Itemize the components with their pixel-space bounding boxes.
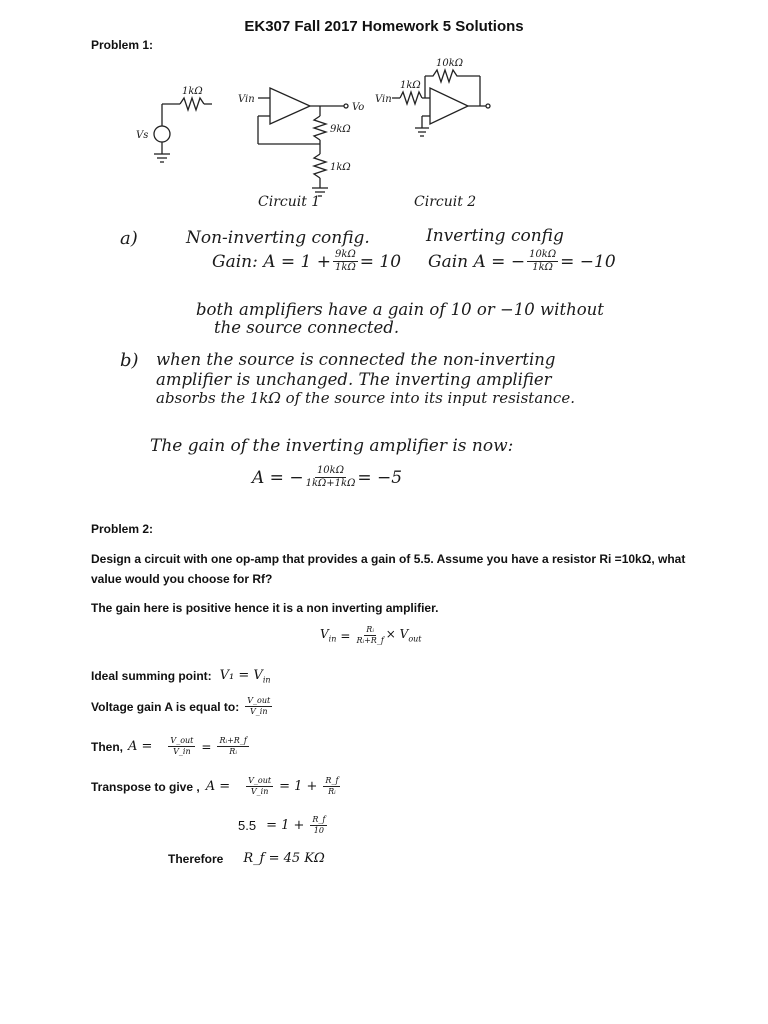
then-fraction1 bbox=[168, 737, 195, 756]
summing-eq: $V_1 = V_{in}$ bbox=[219, 668, 271, 685]
therefore-line bbox=[168, 851, 325, 866]
part-a-gain-noninverting bbox=[212, 250, 401, 273]
gain2-result: = −10 bbox=[560, 251, 616, 272]
therefore-label: Therefore bbox=[168, 851, 224, 866]
then-num2: Rᵢ+R_f bbox=[219, 736, 247, 745]
circuit-diagrams bbox=[130, 58, 570, 218]
then-den1: V_in bbox=[173, 747, 191, 756]
b-gain-num: 10kΩ bbox=[316, 465, 345, 476]
gain2-fraction bbox=[527, 250, 558, 273]
problem2-heading: Problem 2: bbox=[91, 522, 154, 536]
page-title: EK307 Fall 2017 Homework 5 Solutions bbox=[244, 18, 524, 35]
eq1-fraction bbox=[356, 626, 383, 645]
transpose-fraction2 bbox=[323, 777, 340, 796]
gain1-result: = 10 bbox=[359, 251, 402, 272]
summing-point-line bbox=[91, 668, 271, 685]
gain-label: Voltage gain A is equal to: bbox=[91, 699, 240, 714]
eq1-den: Rᵢ+R_f bbox=[356, 636, 384, 645]
label-circuit-1: Circuit 1 bbox=[258, 194, 321, 210]
transpose-den: V_in bbox=[250, 787, 269, 796]
transpose-label: Transpose to give , bbox=[91, 779, 200, 794]
part-a-gain-inverting bbox=[428, 250, 616, 273]
transpose-num2: R_f bbox=[325, 776, 339, 785]
label-circuit-2: Circuit 2 bbox=[414, 194, 477, 210]
part-a-noninverting: Non-inverting config. bbox=[186, 228, 370, 248]
problem1-heading: Problem 1: bbox=[91, 38, 154, 52]
transpose-num: V_out bbox=[248, 776, 272, 785]
transpose-fraction1 bbox=[246, 777, 273, 796]
gain2-prefix: Gain A = − bbox=[428, 251, 526, 272]
then-den2: Rᵢ bbox=[229, 747, 237, 756]
transpose-a: A = bbox=[205, 779, 231, 794]
gain2-num: 10kΩ bbox=[529, 249, 557, 260]
label-r1k-2: 1kΩ bbox=[400, 80, 421, 91]
then-line bbox=[91, 737, 251, 756]
eq1-tail: × $V_{out}$ bbox=[385, 627, 422, 644]
transpose-line bbox=[91, 777, 342, 796]
label-vo1: Vo bbox=[352, 102, 365, 113]
voltage-gain-line bbox=[91, 697, 274, 716]
b-gain-prefix: A = − bbox=[252, 467, 304, 488]
label-vin2: Vin bbox=[375, 94, 392, 105]
gain1-den: 1kΩ bbox=[335, 262, 356, 273]
eq1-lhs: $V_{in}$ bbox=[320, 627, 337, 644]
therefore-result: R_f = 45 KΩ bbox=[243, 851, 325, 866]
gain2-den: 1kΩ bbox=[532, 262, 553, 273]
gain1-prefix: Gain: A = 1 + bbox=[212, 251, 332, 272]
problem2-question-line2: value would you choose for Rf? bbox=[91, 572, 273, 586]
problem2-statement: The gain here is positive hence it is a non inverting amplifier. bbox=[91, 601, 439, 615]
calc-fraction bbox=[310, 816, 327, 835]
then-equals: = bbox=[201, 739, 212, 754]
label-r1k: 1kΩ bbox=[330, 162, 351, 173]
then-a: A = bbox=[128, 739, 153, 754]
gain1-fraction bbox=[333, 250, 358, 273]
part-b-line1: when the source is connected the non-inverting bbox=[156, 350, 556, 369]
gain-num: V_out bbox=[247, 696, 271, 705]
circuit-1-source bbox=[154, 98, 212, 162]
calc-den: 10 bbox=[313, 826, 324, 835]
gain1-num: 9kΩ bbox=[335, 249, 356, 260]
calc-num: R_f bbox=[312, 815, 326, 824]
label-r9k: 9kΩ bbox=[330, 124, 351, 135]
label-vs: Vs bbox=[136, 130, 149, 141]
problem2-question-line1: Design a circuit with one op-amp that provides a gain of 5.5. Assume you have a resistor Ri =10kΩ, what bbox=[91, 552, 686, 566]
circuit-1-noninverting bbox=[258, 88, 348, 196]
b-gain-fraction bbox=[306, 466, 356, 489]
calc-equals: = 1 + bbox=[266, 818, 305, 833]
eq1-num: Rᵢ bbox=[366, 625, 374, 634]
label-source-resistor: 1kΩ bbox=[182, 86, 203, 97]
equation-vin bbox=[320, 626, 422, 645]
gain-fraction bbox=[245, 697, 272, 716]
transpose-equals: = 1 + bbox=[279, 779, 318, 794]
part-a-note-line1: both amplifiers have a gain of 10 or −10 without bbox=[196, 300, 604, 319]
part-b-line2: amplifier is unchanged. The inverting amplifier bbox=[156, 370, 552, 389]
eq1-equals: = bbox=[340, 628, 351, 643]
part-b-line3: absorbs the 1kΩ of the source into its input resistance. bbox=[156, 389, 575, 407]
part-a-note-line2: the source connected. bbox=[214, 318, 400, 337]
b-gain-den: 1kΩ+1kΩ bbox=[305, 478, 356, 489]
part-b-label: b) bbox=[120, 350, 139, 371]
label-r10k: 10kΩ bbox=[436, 58, 464, 69]
then-fraction2 bbox=[217, 737, 248, 756]
part-b-gain-equation bbox=[252, 466, 402, 489]
then-label: Then, bbox=[91, 739, 123, 754]
label-vin1: Vin bbox=[238, 94, 255, 105]
part-a-inverting: Inverting config bbox=[426, 226, 564, 246]
gain-den: V_in bbox=[249, 707, 268, 716]
calc-line bbox=[238, 816, 329, 835]
part-a-label: a) bbox=[120, 228, 138, 249]
then-num1: V_out bbox=[170, 736, 194, 745]
transpose-den2: Rᵢ bbox=[328, 787, 336, 796]
summing-label: Ideal summing point: bbox=[91, 669, 212, 684]
part-b-gain-text: The gain of the inverting amplifier is now: bbox=[150, 436, 514, 456]
b-gain-result: = −5 bbox=[357, 467, 403, 488]
calc-lhs: 5.5 bbox=[238, 818, 257, 833]
